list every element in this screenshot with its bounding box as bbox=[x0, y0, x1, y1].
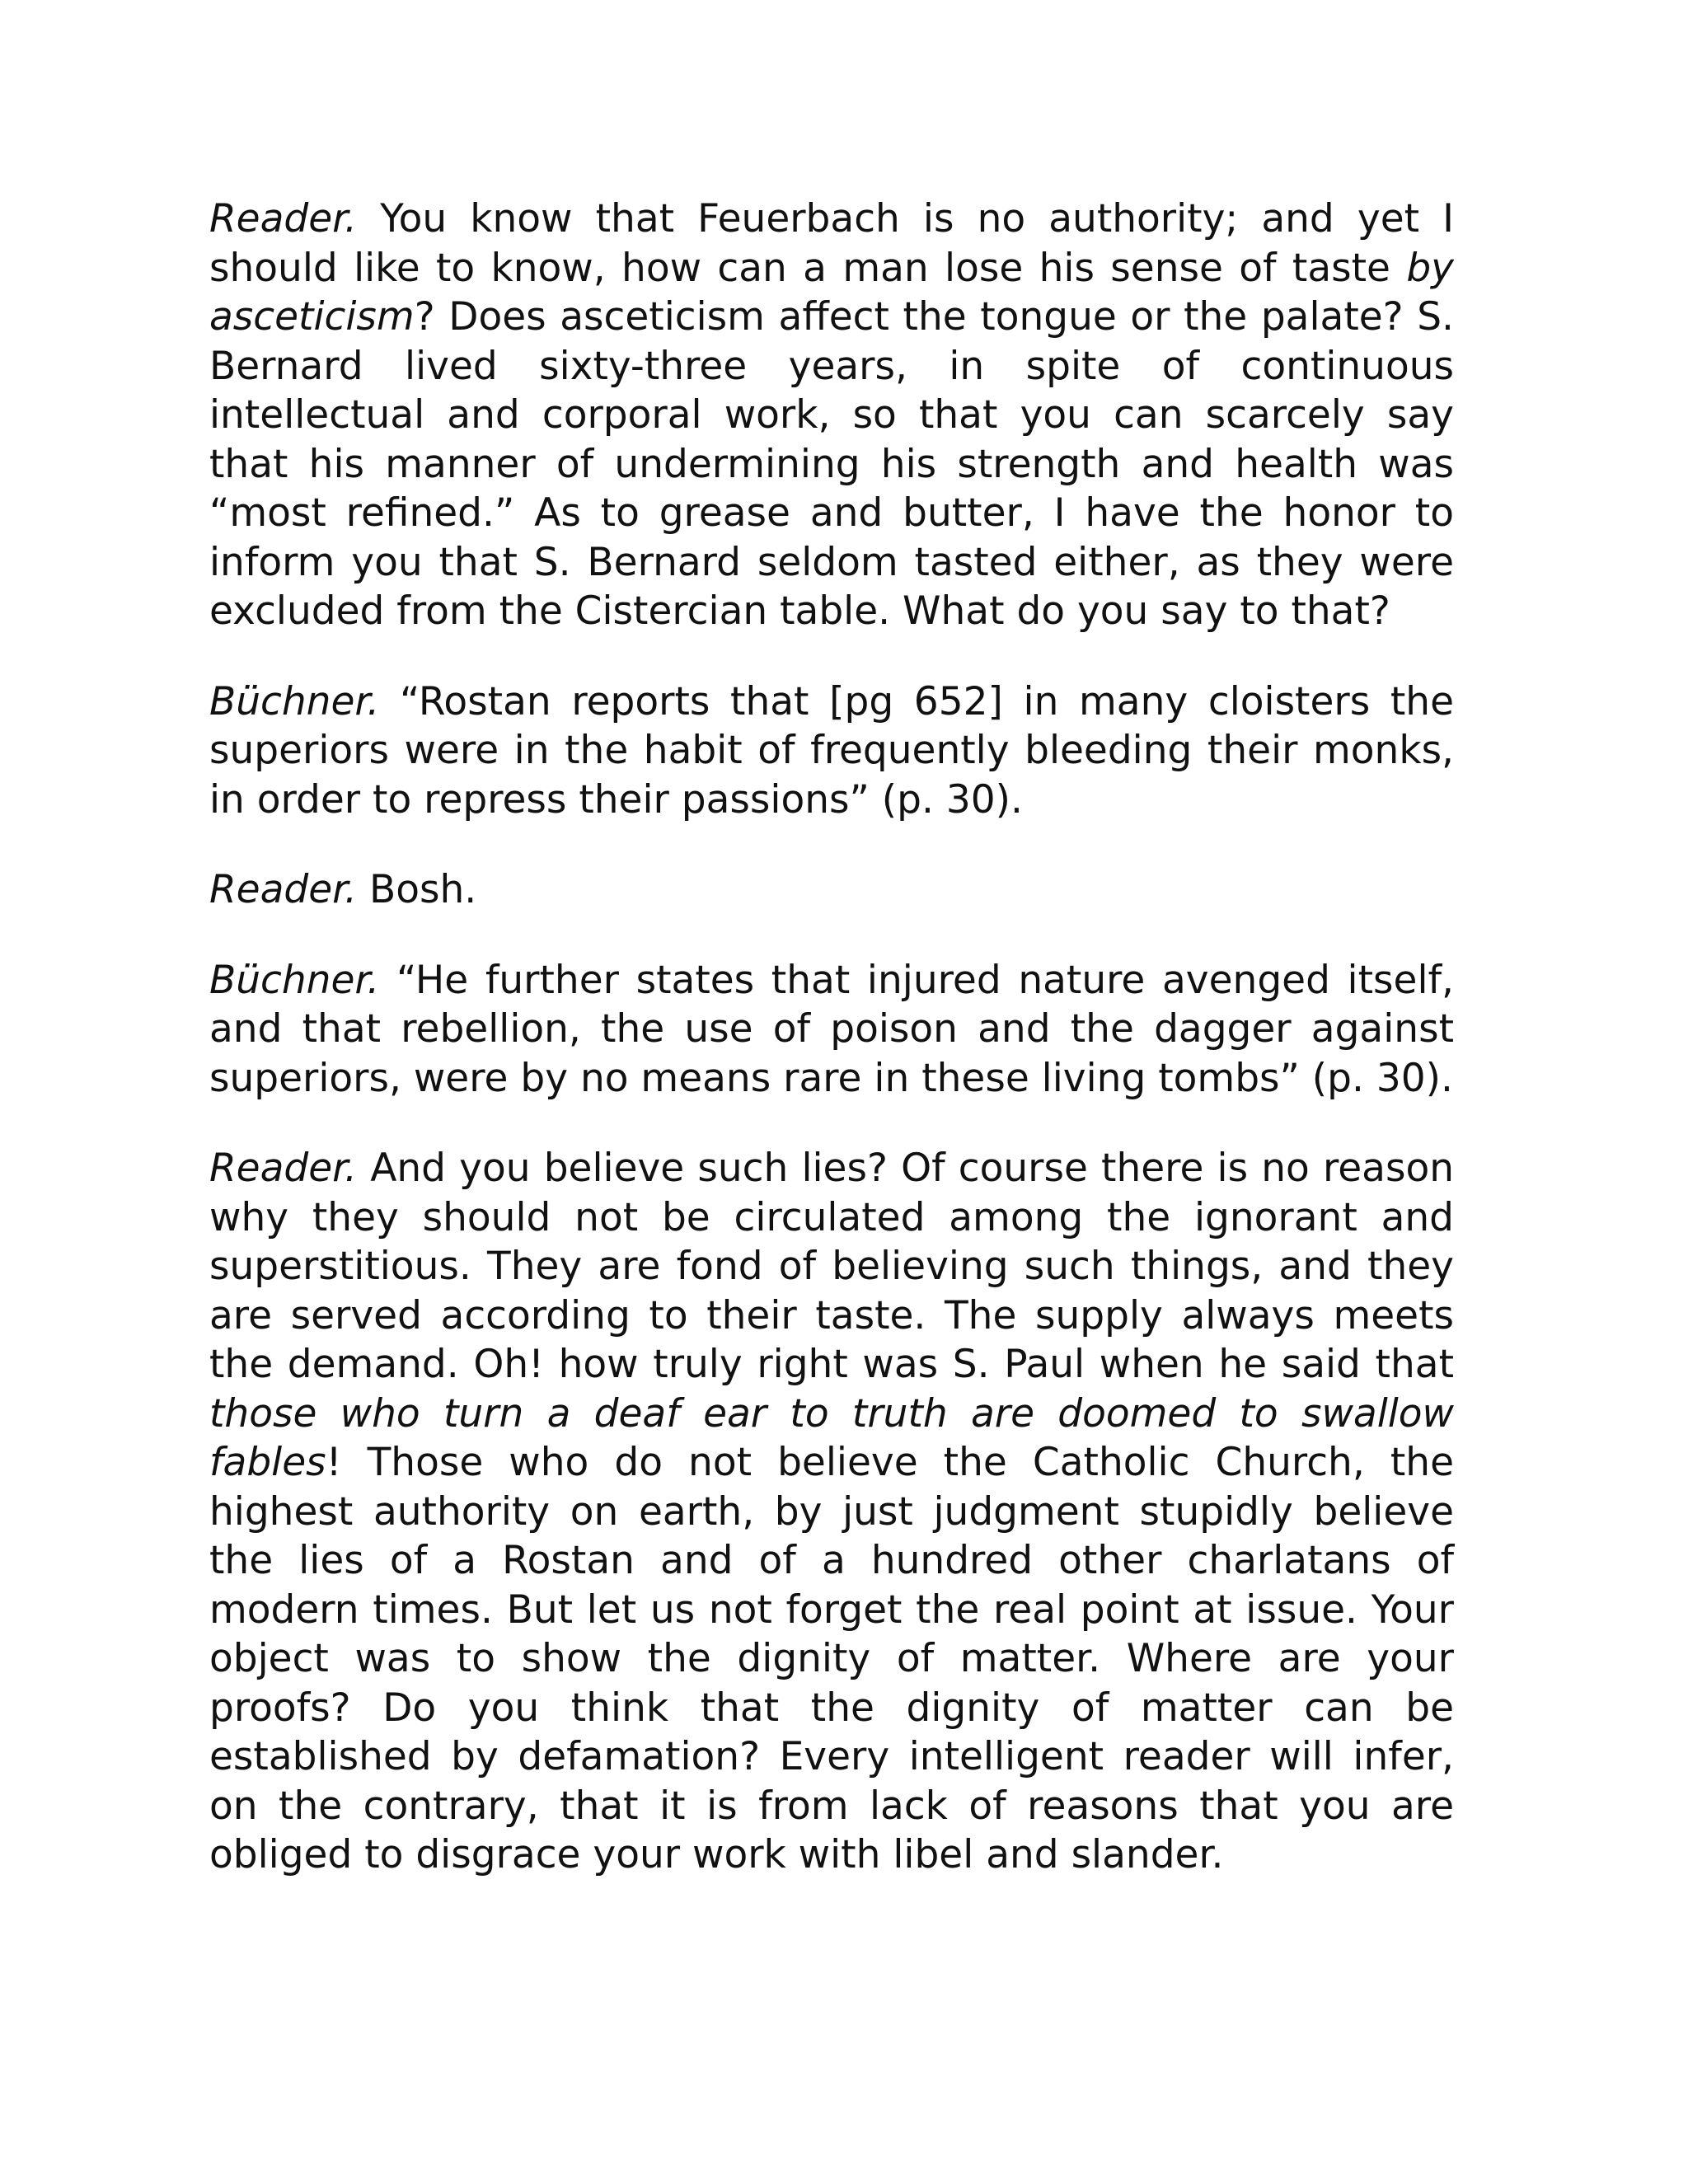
paragraph-text: You know that Feuerbach is no authority; and yet I should like to know, how can a man lose his sense of taste bbox=[209, 196, 1454, 291]
speaker-label: Büchner. bbox=[209, 678, 380, 724]
paragraph bbox=[209, 865, 1454, 915]
document-page bbox=[209, 194, 1454, 1921]
speaker-label: Reader. bbox=[209, 1146, 358, 1191]
emphasized-text: by asceticism bbox=[209, 245, 1454, 340]
paragraph bbox=[209, 194, 1454, 636]
emphasized-text: those who turn a deaf ear to truth are doomed to swallow fables bbox=[209, 1390, 1454, 1485]
speaker-label: Reader. bbox=[209, 867, 358, 912]
speaker-label: Büchner. bbox=[209, 957, 380, 1003]
speaker-label: Reader. bbox=[209, 196, 358, 241]
paragraph-text: ? Does asceticism affect the tongue or the palate? S. Bernard lived sixty-three years, in spite of continuous intellectual and corporal work, so that you can scarcely say that his manner of undermining his strength and health was “most refined.” As to grease and butter, I have the honor to inform you that S. Bernard seldom tasted either, as they were excluded from the Cistercian table. What do you say to that? bbox=[209, 294, 1454, 634]
paragraph-text: “He further states that injured nature avenged itself, and that rebellion, the use of poison and the dagger against superiors, were by no means rare in these living tombs” (p. 30). bbox=[209, 957, 1454, 1101]
paragraph-text: ! Those who do not believe the Catholic Church, the highest authority on earth, by just judgment stupidly believe the lies of a Rostan and of a hundred other charlatans of modern times. But let us not forget the real point at issue. Your object was to show the dignity of matter. Where are your proofs? Do you think that the dignity of matter can be established by defamation? Every intelligent reader will infer, on the contrary, that it is from lack of reasons that you are obliged to disgrace your work with libel and slander. bbox=[209, 1440, 1454, 1877]
paragraph-text: “Rostan reports that [pg 652] in many cloisters the superiors were in the habit of frequently bleeding their monks, in order to repress their passions” (p. 30). bbox=[209, 678, 1454, 823]
paragraph bbox=[209, 677, 1454, 825]
paragraph-text: And you believe such lies? Of course there is no reason why they should not be circulated among the ignorant and superstitious. They are fond of believing such things, and they are served according to their taste. The supply always meets the demand. Oh! how truly right was S. Paul when he said that bbox=[209, 1146, 1454, 1387]
paragraph bbox=[209, 1144, 1454, 1880]
paragraph-text: Bosh. bbox=[357, 867, 477, 912]
paragraph bbox=[209, 956, 1454, 1104]
